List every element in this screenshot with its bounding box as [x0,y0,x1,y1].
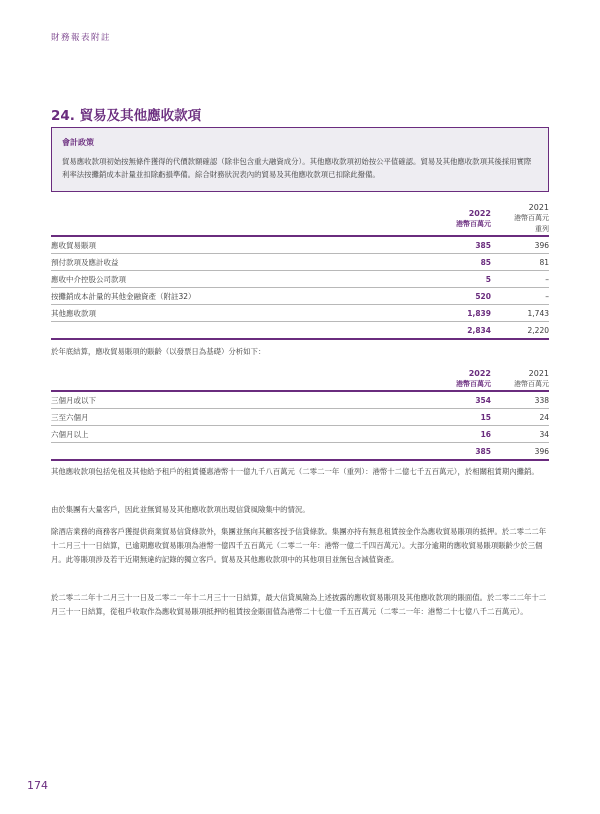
paragraph-lease-incentives: 其他應收款項包括免租及其他給予租戶的租賃優惠港幣十一億九千八百萬元（二零二一年（重列）：港幣十二億七千五百萬元），於相關租賃期內攤銷。 [51,467,539,476]
row-label: 三至六個月 [51,409,427,426]
policy-title: 會計政策 [62,138,94,147]
table-total-row [51,443,549,461]
table-row [51,254,549,271]
row-prior: 24 [491,409,549,426]
paragraph-credit-terms: 除酒店業務的商務客戶獲提供商業貿易信貸條款外，集團並無向其顧客授予信貸條款。集團亦持有無息租賃按金作為應收貿易賬項的抵押。於二零二二年十二月三十一日結算，已逾期應收貿易賬項為港幣一億四千五百萬元（二零二一年：港幣一億二千四百萬元）。大部分逾期的應收貿易賬項賬齡少於三個月。此等賬項涉及若干近期無違約記錄的獨立客戶。貿易及其他應收款項中的其他項目並無包含減值資產。 [51,527,547,564]
row-label: 三個月或以下 [51,391,427,409]
total-prior: 396 [491,443,549,461]
row-current: 1,839 [427,305,491,322]
row-prior: – [491,288,549,305]
paragraph-max-credit-risk: 於二零二二年十二月三十一日及二零二一年十二月三十一日結算，最大信貸風險為上述披露的應收貿易賬項及其他應收款項的賬面值。於二零二二年十二月三十一日結算，從租戶收取作為應收貿易賬項抵押的租賃按金賬面值為港幣二十七億一千五百萬元（二零二一年：港幣二十七億八千二百萬元）。 [51,593,547,616]
row-prior: 396 [491,236,549,254]
total-prior: 2,220 [491,322,549,340]
receivables-table [51,202,549,340]
header-unit-prior: 港幣百萬元 [514,214,549,222]
header-unit-current: 港幣百萬元 [456,219,491,228]
row-current: 15 [427,409,491,426]
paragraph-credit-concentration: 由於集團有大量客戶，因此並無貿易及其他應收款項出現信貸風險集中的情況。 [51,505,310,514]
row-label: 六個月以上 [51,426,427,443]
aging-table [51,368,549,461]
row-label: 應收中介控股公司款項 [51,271,427,288]
header-year-current: 2022 [468,208,491,218]
table-row [51,409,549,426]
row-current: 520 [427,288,491,305]
table-row [51,305,549,322]
row-current: 5 [427,271,491,288]
row-prior: – [491,271,549,288]
row-prior: 34 [491,426,549,443]
table-total-row [51,322,549,340]
row-label: 預付款項及應計收益 [51,254,427,271]
row-prior: 81 [491,254,549,271]
row-current: 354 [427,391,491,409]
header-year-prior: 2021 [528,369,549,378]
row-prior: 1,743 [491,305,549,322]
row-current: 385 [427,236,491,254]
accounting-policy-box [51,127,549,192]
table-row [51,236,549,254]
table-row [51,271,549,288]
header-year-current: 2022 [468,369,491,378]
table-row [51,426,549,443]
header-unit-current: 港幣百萬元 [456,380,491,388]
running-header: 財務報表附註 [51,33,112,43]
row-current: 85 [427,254,491,271]
table-row [51,288,549,305]
row-current: 16 [427,426,491,443]
table-header [51,368,549,391]
table-header [51,202,549,236]
total-current: 385 [427,443,491,461]
row-label: 按攤銷成本計量的其他金融資產（附註32） [51,288,427,305]
policy-text: 貿易應收款項初始按無條件獲得的代價款額確認（除非包含重大融資成分）。其他應收款項初始按公平值確認。貿易及其他應收款項其後採用實際利率法按攤銷成本計量並扣除虧損準備。綜合財務狀況表內的貿易及其他應收款項已扣除此撥備。 [62,157,532,179]
row-prior: 338 [491,391,549,409]
row-label: 其他應收款項 [51,305,427,322]
header-note-prior: 重列 [535,225,549,233]
total-current: 2,834 [427,322,491,340]
section-title: 24. 貿易及其他應收款項 [51,108,202,124]
table-row [51,391,549,409]
page-number: 174 [27,779,48,792]
aging-intro: 於年底結算，應收貿易賬項的賬齡（以發票日為基礎）分析如下： [51,347,266,356]
header-year-prior: 2021 [528,203,549,212]
row-label: 應收貿易賬項 [51,236,427,254]
header-unit-prior: 港幣百萬元 [514,380,549,388]
